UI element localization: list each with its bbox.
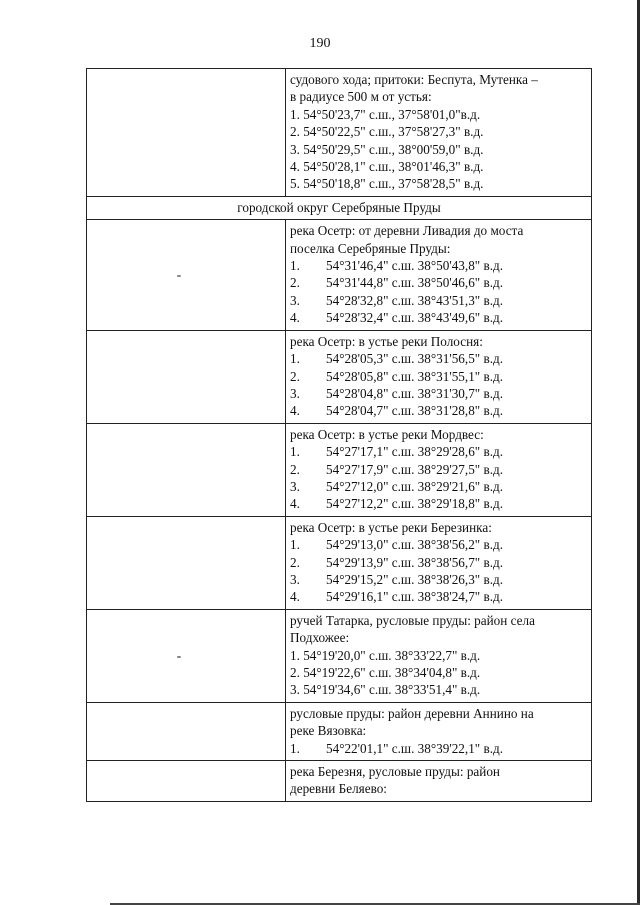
location-line: [290, 780, 587, 797]
location-line: [290, 368, 587, 385]
location-text: река Осетр: в устье реки Березинка:: [290, 519, 492, 535]
location-line: [290, 478, 587, 495]
location-text: 54°27'17,1" с.ш. 38°29'28,6" в.д.: [326, 444, 503, 460]
district-cell: [87, 220, 286, 330]
point-number: 3.: [290, 385, 300, 401]
location-text: река Осетр: от деревни Ливадия до моста: [290, 223, 524, 239]
location-line: [290, 385, 587, 402]
location-text: ручей Татарка, русловые пруды: район села: [290, 612, 535, 628]
location-cell: [286, 423, 592, 516]
point-number: 4.: [290, 589, 300, 605]
location-text: 54°28'04,8" с.ш. 38°31'30,7" в.д.: [326, 385, 503, 401]
location-text: Подхожее:: [290, 630, 350, 646]
location-line: [290, 123, 587, 140]
location-text: деревни Беляево:: [290, 781, 387, 797]
point-number: 4.: [290, 310, 300, 326]
location-cell: [286, 761, 592, 802]
district-value: -: [176, 647, 182, 663]
location-text: 54°22'01,1" с.ш. 38°39'22,1" в.д.: [326, 740, 503, 756]
location-cell: [286, 516, 592, 609]
location-text: 54°29'13,9" с.ш. 38°38'56,7" в.д.: [326, 554, 503, 570]
location-line: [290, 740, 587, 757]
district-cell: [87, 761, 286, 802]
district-cell: [87, 516, 286, 609]
location-line: [290, 292, 587, 309]
location-text: 54°31'44,8" с.ш. 38°50'46,6" в.д.: [326, 275, 503, 291]
point-number: 1.: [290, 444, 300, 460]
location-cell: [286, 330, 592, 423]
location-line: [290, 647, 587, 664]
point-number: 2.: [290, 275, 300, 291]
location-text: 3. 54°50'29,5" с.ш., 38°00'59,0" в.д.: [290, 141, 484, 157]
location-line: [290, 426, 587, 443]
location-line: [290, 222, 587, 239]
district-cell: [87, 423, 286, 516]
location-cell: [286, 69, 592, 197]
location-text: реке Вязовка:: [290, 723, 367, 739]
location-text: 2. 54°50'22,5" с.ш., 37°58'27,3" в.д.: [290, 124, 484, 140]
point-number: 4.: [290, 496, 300, 512]
location-text: поселка Серебряные Пруды:: [290, 240, 451, 256]
location-line: [290, 274, 587, 291]
table-row: [87, 609, 592, 702]
location-text: 54°29'15,2" с.ш. 38°38'26,3" в.д.: [326, 571, 503, 587]
location-text: 54°29'16,1" с.ш. 38°38'24,7" в.д.: [326, 589, 503, 605]
section-title: городской округ Серебряные Пруды: [87, 196, 592, 219]
location-line: [290, 681, 587, 698]
location-text: 54°28'32,8" с.ш. 38°43'51,3" в.д.: [326, 292, 503, 308]
location-line: [290, 571, 587, 588]
district-cell: [87, 330, 286, 423]
table-row: [87, 330, 592, 423]
location-line: [290, 612, 587, 629]
point-number: 1.: [290, 351, 300, 367]
location-text: в радиусе 500 м от устья:: [290, 89, 432, 105]
location-line: [290, 705, 587, 722]
location-text: 5. 54°50'18,8" с.ш., 37°58'28,5" в.д.: [290, 176, 484, 192]
location-line: [290, 554, 587, 571]
location-line: [290, 443, 587, 460]
location-line: [290, 664, 587, 681]
location-text: судового хода; притоки: Беспута, Мутенка –: [290, 72, 538, 87]
district-cell: [87, 609, 286, 702]
location-line: [290, 495, 587, 512]
location-line: [290, 240, 587, 257]
location-line: [290, 461, 587, 478]
location-text: 54°28'32,4" с.ш. 38°43'49,6" в.д.: [326, 310, 503, 326]
table-row: [87, 702, 592, 760]
location-text: 54°28'05,3" с.ш. 38°31'56,5" в.д.: [326, 351, 503, 367]
district-cell: [87, 69, 286, 197]
section-row: [87, 196, 592, 219]
location-cell: [286, 702, 592, 760]
location-line: [290, 309, 587, 326]
point-number: 3.: [290, 292, 300, 308]
point-number: 1.: [290, 537, 300, 553]
location-cell: [286, 609, 592, 702]
point-number: 3.: [290, 478, 300, 494]
district-value: -: [176, 266, 182, 282]
location-text: 2. 54°19'22,6" с.ш. 38°34'04,8" в.д.: [290, 665, 481, 680]
table-row: [87, 69, 592, 197]
location-line: [290, 402, 587, 419]
table-row: [87, 423, 592, 516]
location-text: река Березня, русловые пруды: район: [290, 764, 500, 780]
location-text: река Осетр: в устье реки Мордвес:: [290, 426, 484, 442]
location-text: река Осетр: в устье реки Полосня:: [290, 333, 483, 349]
location-line: [290, 536, 587, 553]
table-row: [87, 761, 592, 802]
table-row: [87, 220, 592, 330]
location-line: [290, 175, 587, 192]
point-number: 1.: [290, 740, 300, 756]
point-number: 2.: [290, 554, 300, 570]
location-text: 54°27'12,2" с.ш. 38°29'18,8" в.д.: [326, 496, 503, 512]
location-text: 54°27'17,9" с.ш. 38°29'27,5" в.д.: [326, 461, 503, 477]
location-line: [290, 722, 587, 739]
page-number: 190: [309, 36, 331, 51]
point-number: 4.: [290, 403, 300, 419]
table-body: [87, 69, 592, 802]
location-text: 1. 54°19'20,0" с.ш. 38°33'22,7" в.д.: [290, 647, 481, 663]
location-line: [290, 350, 587, 367]
location-line: [290, 519, 587, 536]
location-line: [290, 141, 587, 158]
fishing-areas-table: [86, 68, 592, 802]
location-line: [290, 333, 587, 350]
location-cell: [286, 220, 592, 330]
location-text: русловые пруды: район деревни Аннино на: [290, 705, 534, 721]
location-text: 54°28'04,7" с.ш. 38°31'28,8" в.д.: [326, 403, 503, 419]
location-text: 1. 54°50'23,7" с.ш., 37°58'01,0"в.д.: [290, 106, 481, 122]
location-text: 54°31'46,4" с.ш. 38°50'43,8" в.д.: [326, 258, 503, 274]
location-line: [290, 629, 587, 646]
location-line: [290, 257, 587, 274]
location-line: [290, 763, 587, 780]
location-text: 54°29'13,0" с.ш. 38°38'56,2" в.д.: [326, 537, 503, 553]
location-text: 54°27'12,0" с.ш. 38°29'21,6" в.д.: [326, 478, 503, 494]
location-line: [290, 158, 587, 175]
location-text: 54°28'05,8" с.ш. 38°31'55,1" в.д.: [326, 368, 503, 384]
point-number: 2.: [290, 461, 300, 477]
point-number: 3.: [290, 571, 300, 587]
district-cell: [87, 702, 286, 760]
location-line: [290, 71, 587, 88]
location-line: [290, 88, 587, 105]
table-row: [87, 516, 592, 609]
point-number: 1.: [290, 258, 300, 274]
point-number: 2.: [290, 368, 300, 384]
location-text: 3. 54°19'34,6" с.ш. 38°33'51,4" в.д.: [290, 682, 481, 698]
location-text: 4. 54°50'28,1" с.ш., 38°01'46,3" в.д.: [290, 159, 484, 175]
location-line: [290, 106, 587, 123]
location-line: [290, 588, 587, 605]
